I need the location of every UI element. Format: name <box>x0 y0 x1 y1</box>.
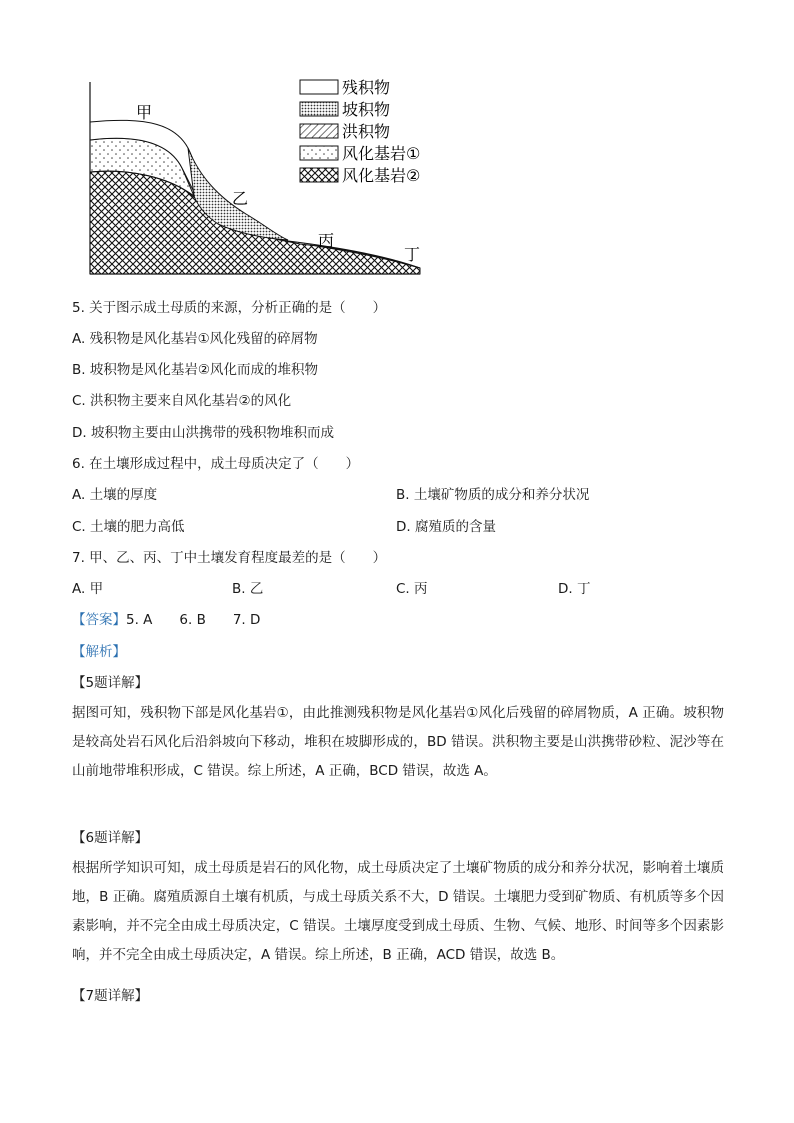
q5-option-b: B. 坡积物是风化基岩②风化而成的堆积物 <box>72 362 318 378</box>
q5-option-c: C. 洪积物主要来自风化基岩②的风化 <box>72 393 292 409</box>
q7-stem: 7. 甲、乙、丙、丁中土壤发育程度最差的是（ ） <box>72 550 387 566</box>
q7-option-d: D. 丁 <box>558 581 591 597</box>
label-bing: 丙 <box>318 231 335 250</box>
legend-slope: 坡积物 <box>342 100 391 119</box>
detail-7-title: 【7题详解】 <box>72 988 149 1004</box>
legend-residual: 残积物 <box>342 78 391 97</box>
analysis-tag: 【解析】 <box>72 644 126 660</box>
detail-6-title: 【6题详解】 <box>72 830 149 846</box>
legend-bedrock-1: 风化基岩① <box>342 144 421 163</box>
label-yi: 乙 <box>232 189 249 208</box>
q6-option-a: A. 土壤的厚度 <box>72 487 158 503</box>
answer-tag: 【答案】 <box>72 612 126 628</box>
label-jia: 甲 <box>136 103 153 122</box>
q5-option-d: D. 坡积物主要由山洪携带的残积物堆积而成 <box>72 425 334 441</box>
q6-option-d: D. 腐殖质的含量 <box>396 519 496 535</box>
q6-stem: 6. 在土壤形成过程中，成土母质决定了（ ） <box>72 456 360 472</box>
soil-profile-diagram <box>70 68 450 278</box>
q7-option-a: A. 甲 <box>72 581 104 597</box>
detail-5-title: 【5题详解】 <box>72 675 149 691</box>
q5-stem: 5. 关于图示成土母质的来源，分析正确的是（ ） <box>72 300 387 316</box>
q6-option-c: C. 土壤的肥力高低 <box>72 519 185 535</box>
q7-option-b: B. 乙 <box>232 581 264 597</box>
q7-option-c: C. 丙 <box>396 581 428 597</box>
legend-bedrock-2: 风化基岩② <box>342 166 421 185</box>
detail-5-text: 据图可知，残积物下部是风化基岩①，由此推测残积物是风化基岩①风化后残留的碎屑物质，A 正确。坡积物是较高处岩石风化后沿斜坡向下移动，堆积在坡脚形成的，BD 错误。洪积物主要是山洪携带砂粒、泥沙等在山前地带堆积形成，C 错误。综上所述，A 正确，BCD 错误，故选 A。 <box>72 705 724 779</box>
label-ding: 丁 <box>404 245 421 264</box>
answer-line <box>72 608 260 628</box>
detail-6-text: 根据所学知识可知，成土母质是岩石的风化物，成土母质决定了土壤矿物质的成分和养分状况，影响着土壤质地，B 正确。腐殖质源自土壤有机质，与成土母质关系不大，D 错误。土壤肥力受到矿物质、有机质等多个因素影响，并不完全由成土母质决定，C 错误。土壤厚度受到成土母质、生物、气候、地形、时间等多个因素影响，并不完全由成土母质决定，A 错误。综上所述，B 正确，ACD 错误，故选 B。 <box>72 860 724 963</box>
q5-option-a: A. 残积物是风化基岩①风化残留的碎屑物 <box>72 331 318 347</box>
answer-text: 5. A 6. B 7. D <box>126 612 261 628</box>
legend-alluvial: 洪积物 <box>342 122 391 141</box>
legend <box>300 78 420 185</box>
q6-option-b: B. 土壤矿物质的成分和养分状况 <box>396 487 590 503</box>
